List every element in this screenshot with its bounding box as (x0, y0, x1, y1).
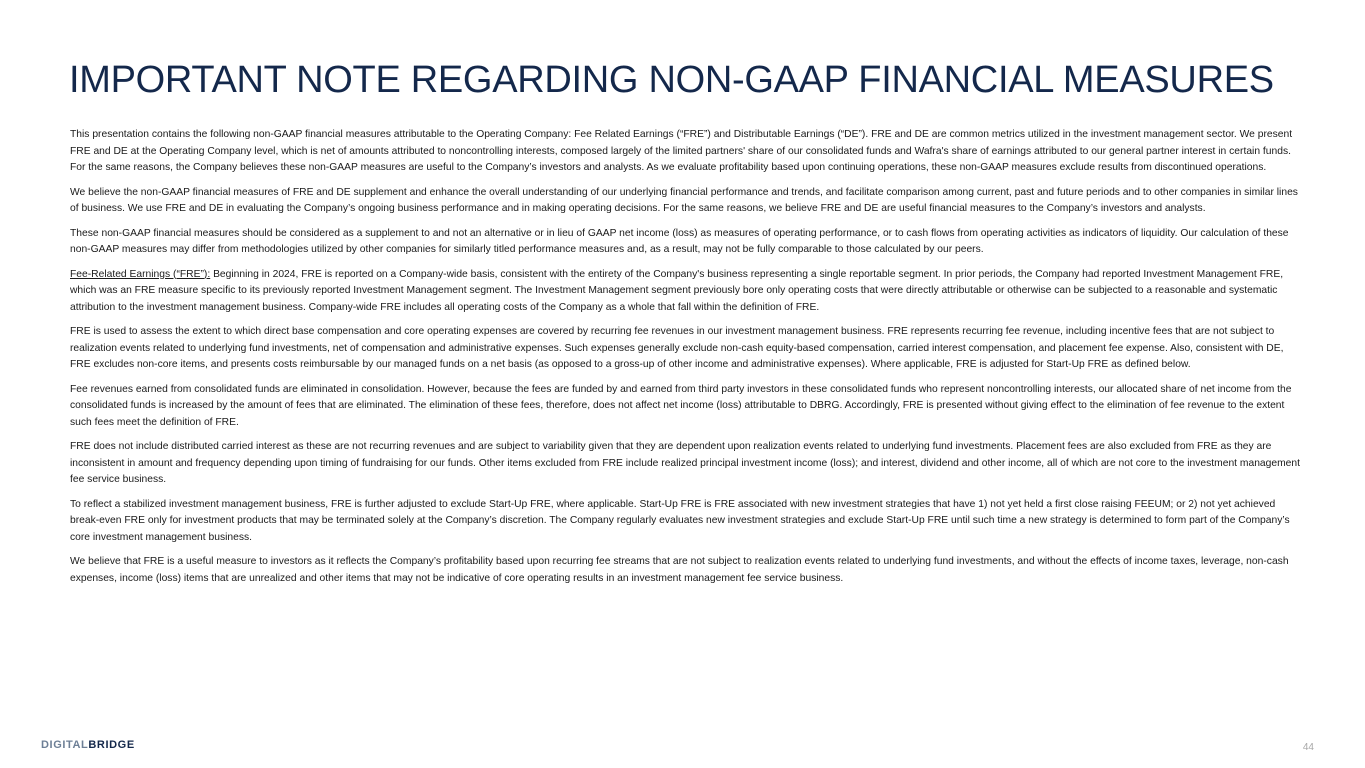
paragraph-not-alternative: These non-GAAP financial measures should be considered as a supplement to and not an alternative or in lieu of GAAP net income (loss) as measures of operating performance, or to cash flows from operating activities as indicators of liquidity. Our calculation of these non-GAAP measures may differ from methodologies utilized by other companies for similarly titled performance measures and, as a result, may not be fully comparable to those calculated by our peers. (70, 227, 1289, 255)
paragraph-consolidated-funds: Fee revenues earned from consolidated funds are eliminated in consolidation. However, because the fees are funded by and earned from third party investors in these consolidated funds who represent noncontrolling interests, our allocated share of net income from the consolidated funds is increased by the amount of fees that are eliminated. The elimination of these fees, therefore, does not affect net income (loss) attributable to DBRG. Accordingly, FRE is presented without giving effect to the elimination of fee revenue to the extent such fees meet the definition of FRE. (70, 383, 1292, 428)
paragraph-fre-exclusions: FRE does not include distributed carried interest as these are not recurring revenues and are subject to variability given that they are dependent upon realization events related to underlying fund investments. Placement fees are also excluded from FRE as they are inconsistent in amount and frequency depending upon timing of fundraising for our funds. Other items excluded from FRE include realized principal investment income (loss); and interest, dividend and other income, all of which are not core to the investment management fee service business. (70, 441, 1301, 485)
digitalbridge-logo (41, 739, 135, 751)
fre-term-heading: Fee-Related Earnings (“FRE”): (70, 268, 211, 280)
logo-bridge-text: BRIDGE (88, 739, 135, 751)
page-title: IMPORTANT NOTE REGARDING NON-GAAP FINANCIAL MEASURES (69, 59, 1274, 101)
paragraph-fre-usage: FRE is used to assess the extent to which direct base compensation and core operating expenses are covered by recurring fee revenues in our investment management business. FRE represents recurring fee revenue, including incentive fees that are not subject to realization events related to underlying fund investments, net of compensation and administrative expenses. Such expenses generally exclude non-cash equity-based compensation, carried interest compensation, and placement fee expense. Also, consistent with DE, FRE excludes non-core items, and presents costs reimbursable by our managed funds on a net basis (as opposed to a gross-up of other income and administrative expenses). Where applicable, FRE is adjusted for Start-Up FRE as defined below. (70, 326, 1284, 370)
fre-definition-text: Beginning in 2024, FRE is reported on a Company-wide basis, consistent with the entirety of the Company's business representing a single reportable segment. In prior periods, the Company had reported Investment Management FRE, which was an FRE measure specific to its previously reported Investment Management segment. The Investment Management segment previously bore only operating costs that were directly attributable or otherwise can be subjected to a reasonable and systematic attribution to the investment management business. Company-wide FRE includes all operating costs of the Company as a whole that fall within the definition of FRE. (70, 268, 1284, 313)
paragraph-start-up-fre: To reflect a stabilized investment management business, FRE is further adjusted to exclude Start-Up FRE, where applicable. Start-Up FRE is FRE associated with new investment strategies that have 1) not yet held a first close raising FEEUM; or 2) not yet achieved break-even FRE only for investment products that may be terminated solely at the Company’s discretion. The Company regularly evaluates new investment strategies and exclude Start-Up FRE until such time a new strategy is determined to form part of the Company’s core investment management business. (70, 498, 1290, 543)
paragraph-non-gaap-overview: This presentation contains the following non-GAAP financial measures attributable to the Operating Company: Fee Related Earnings (“FRE”) and Distributable Earnings (“DE”). FRE and DE are common metrics utilized in the investment management sector. We present FRE and DE at the Operating Company level, which is net of amounts attributed to noncontrolling interests, composed largely of the limited partners' share of our consolidated funds and Wafra's share of earnings attributed to our general partner interest in certain funds. For the same reasons, the Company believes these non-GAAP measures are useful to the Company’s investors and analysts. As we evaluate profitability based upon continuing operations, these non-GAAP measures exclude results from discontinued operations. (70, 129, 1293, 173)
paragraph-fre-definition (70, 267, 1300, 317)
logo-digital-text: DIGITAL (41, 739, 89, 751)
body-text (70, 127, 1300, 595)
page-number: 44 (1302, 742, 1314, 753)
paragraph-supplement-understanding: We believe the non-GAAP financial measures of FRE and DE supplement and enhance the overall understanding of our underlying financial performance and trends, and facilitate comparison among current, past and future periods and to other companies in similar lines of business. We use FRE and DE in evaluating the Company’s ongoing business performance and in making operating decisions. For the same reasons, we believe FRE and DE are useful financial measures to the Company’s investors and analysts. (70, 186, 1298, 214)
paragraph-fre-usefulness: We believe that FRE is a useful measure to investors as it reflects the Company’s profitability based upon recurring fee streams that are not subject to realization events related to underlying fund investments, and without the effects of income taxes, leverage, non-cash expenses, income (loss) items that are unrealized and other items that may not be indicative of core operating results in an investment management fee service business. (70, 556, 1289, 584)
